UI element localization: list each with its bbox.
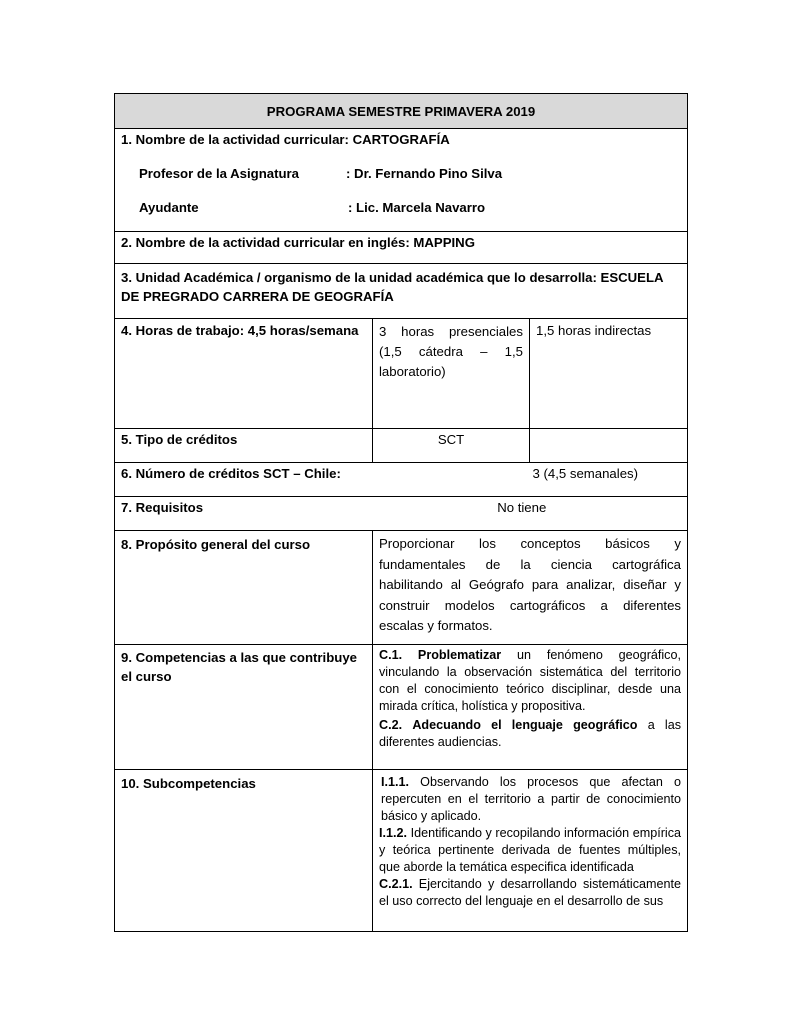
purpose-label: 8. Propósito general del curso xyxy=(115,531,373,645)
credit-number-value xyxy=(373,463,688,497)
credit-type-value: SCT xyxy=(373,429,530,463)
work-hours-label: 4. Horas de trabajo: 4,5 horas/semana xyxy=(115,319,373,429)
row-purpose xyxy=(115,531,688,645)
assistant-label: Ayudante xyxy=(139,200,199,215)
subcompetency-i12: I.1.2. Identificando y recopilando información empírica y teórica pertinente derivada de fuentes múltiples, que aborde la temática especifica identificada xyxy=(379,826,681,874)
assistant-value: : Lic. Marcela Navarro xyxy=(348,200,486,215)
row-subcompetencies xyxy=(115,770,688,932)
competency-c1: C.1. Problematizar un fenómeno geográfico, vinculando la observación sistemática del territorio con el conocimiento teórico disciplinar, desde una mirada crítica, holística y propositiva. xyxy=(379,648,681,713)
credit-number-text: 3 (4,5 semanales) xyxy=(532,466,639,481)
requirements-label: 7. Requisitos xyxy=(115,497,373,531)
header-row xyxy=(115,94,688,129)
professor-label: Profesor de la Asignatura xyxy=(139,166,300,181)
row-academic-unit xyxy=(115,264,688,319)
professor-value: : Dr. Fernando Pino Silva xyxy=(346,166,503,181)
requirements-value xyxy=(373,497,688,531)
presential-hours: 3 horas presenciales (1,5 cátedra – 1,5 laboratorio) xyxy=(373,319,530,429)
requirements-text: No tiene xyxy=(497,500,547,515)
competencies-value xyxy=(373,645,688,770)
academic-unit-label: 3. Unidad Académica / organismo de la unidad académica que lo desarrolla: ESCUELA DE PREGRADO CARRERA DE GEOGRAFÍA xyxy=(115,264,688,319)
row-activity-name xyxy=(115,129,688,232)
competency-c2: C.2. Adecuando el lenguaje geográfico a las diferentes audiencias. xyxy=(379,718,681,749)
subcompetency-i11: I.1.1. Observando los procesos que afectan o repercuten en el territorio a partir de conocimiento básico y aplicado. xyxy=(381,775,681,823)
professor-line xyxy=(121,165,681,182)
indirect-hours: 1,5 horas indirectas xyxy=(530,319,688,429)
competencies-label: 9. Competencias a las que contribuye el curso xyxy=(115,645,373,770)
english-name-label: 2. Nombre de la actividad curricular en inglés: MAPPING xyxy=(115,232,688,264)
credit-number-label: 6. Número de créditos SCT – Chile: xyxy=(115,463,373,497)
row-credit-number xyxy=(115,463,688,497)
subcompetency-c21: C.2.1. Ejercitando y desarrollando sistemáticamente el uso correcto del lenguaje en el desarrollo de sus xyxy=(379,877,681,908)
activity-name-label: 1. Nombre de la actividad curricular: CARTOGRAFÍA xyxy=(121,132,450,147)
credit-type-label: 5. Tipo de créditos xyxy=(115,429,373,463)
program-title: PROGRAMA SEMESTRE PRIMAVERA 2019 xyxy=(115,94,688,129)
row-requirements xyxy=(115,497,688,531)
subcompetencies-label: 10. Subcompetencias xyxy=(115,770,373,932)
program-table xyxy=(114,93,688,932)
row-competencies xyxy=(115,645,688,770)
row-english-name xyxy=(115,232,688,264)
subcompetencies-value xyxy=(373,770,688,932)
row-credit-type xyxy=(115,429,688,463)
purpose-value: Proporcionar los conceptos básicos y fundamentales de la ciencia cartográfica habilitando al Geógrafo para analizar, diseñar y construir modelos cartográficos a diferentes escalas y formatos. xyxy=(373,531,688,645)
row-work-hours xyxy=(115,319,688,429)
assistant-line xyxy=(121,199,681,216)
